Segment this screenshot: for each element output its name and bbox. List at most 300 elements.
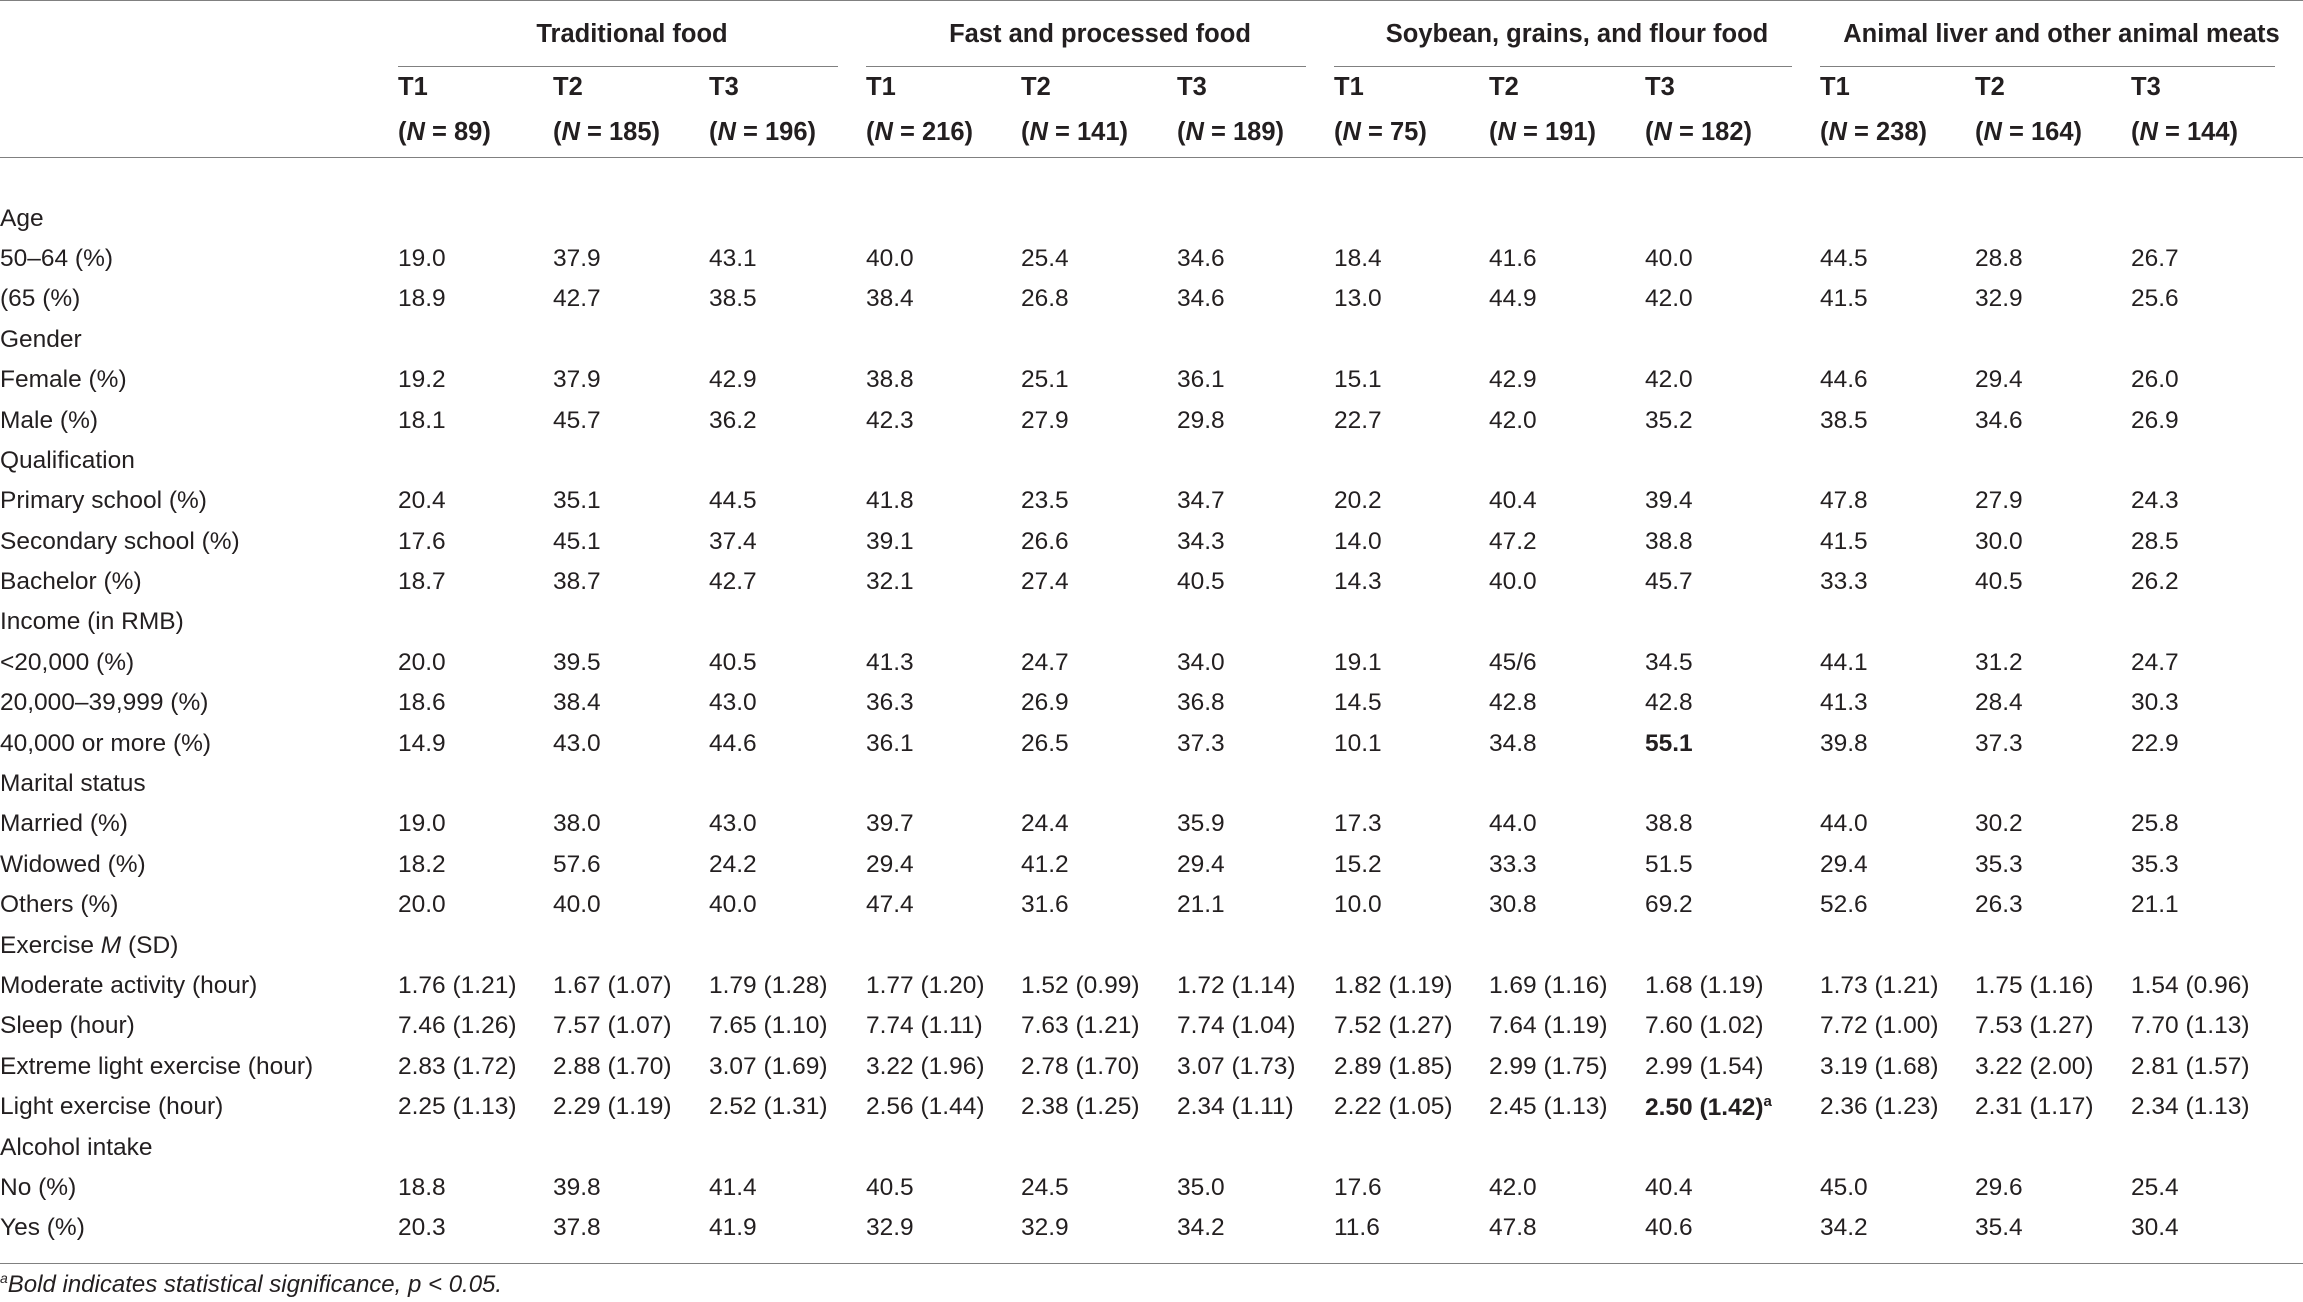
cell-value: 34.7 [1177, 487, 1225, 515]
cell-value: 25.8 [2131, 810, 2179, 838]
cell-value: 2.34 (1.11) [1177, 1093, 1294, 1121]
table-cell [2131, 1168, 2303, 1208]
table-cell [1645, 279, 1820, 319]
row-label: Sleep (hour) [0, 1012, 135, 1040]
table-cell [398, 1047, 553, 1087]
n-close: ) [1119, 117, 1129, 146]
n-value: 238 [1875, 117, 1919, 146]
table-cell [1489, 683, 1645, 723]
corner-cell [0, 1, 398, 67]
table-cell [866, 239, 1021, 279]
cell-value: 26.3 [1975, 891, 2023, 919]
category-row [0, 925, 2303, 965]
table-cell [1489, 1208, 1645, 1248]
cell-value: 10.0 [1334, 891, 1382, 919]
n-value: 196 [764, 117, 808, 146]
cell-value: 11.6 [1334, 1214, 1380, 1242]
cell-value: 1.79 (1.28) [709, 972, 828, 999]
table-cell [1177, 643, 1334, 683]
cell-value: 2.31 (1.17) [1975, 1093, 2094, 1121]
table-cell [1334, 804, 1489, 844]
table-cell [398, 683, 553, 723]
cell-value: 7.52 (1.27) [1334, 1012, 1453, 1040]
n-symbol: N [1497, 117, 1516, 146]
table-cell [553, 804, 709, 844]
table-cell [398, 1127, 553, 1167]
n-close: ) [807, 117, 817, 146]
cell-value: 41.3 [1820, 689, 1868, 717]
table-cell [1334, 643, 1489, 683]
table-cell [1334, 966, 1489, 1006]
table-cell [2131, 360, 2303, 400]
table-cell [553, 441, 709, 481]
cell-value: 18.8 [398, 1173, 446, 1201]
table-cell [1645, 562, 1820, 602]
category-row [0, 764, 2303, 804]
cell-value: 69.2 [1645, 891, 1693, 919]
table-cell [1177, 845, 1334, 885]
cell-value: 42.0 [1645, 285, 1693, 313]
table-cell [866, 562, 1021, 602]
table-cell [1489, 723, 1645, 763]
category-label: Gender [0, 325, 82, 353]
cell-value: 30.2 [1975, 810, 2023, 838]
table-cell [1820, 1006, 1975, 1046]
sample-size [1177, 107, 1334, 158]
cell-value: 1.76 (1.21) [398, 972, 517, 999]
n-open: ( [1489, 117, 1498, 146]
group-header [866, 1, 1334, 67]
cell-value: 24.7 [1021, 648, 1069, 676]
tertile-name: T3 [709, 72, 739, 101]
table-cell [1820, 845, 1975, 885]
cell-value: 41.6 [1489, 244, 1537, 272]
cell-value: 41.3 [866, 648, 914, 676]
table-cell [1975, 360, 2131, 400]
table-cell [1334, 764, 1489, 804]
cell-value: 34.6 [1177, 244, 1225, 272]
cell-value: 40.4 [1489, 487, 1537, 515]
cell-value: 18.1 [398, 406, 446, 434]
table-cell [553, 360, 709, 400]
cell-value: 38.7 [553, 568, 601, 596]
cell-value: 2.56 (1.44) [866, 1093, 985, 1121]
cell-value: 40.5 [1975, 568, 2023, 596]
table-cell [866, 481, 1021, 521]
table-cell [1334, 239, 1489, 279]
n-symbol: N [1185, 117, 1204, 146]
table-cell [1021, 1087, 1177, 1127]
table-cell [1334, 602, 1489, 642]
table-cell [553, 320, 709, 360]
table-cell [1021, 1168, 1177, 1208]
table-cell [398, 723, 553, 763]
table-cell [1334, 481, 1489, 521]
cell-value: 40.0 [553, 891, 601, 919]
cell-value: 7.72 (1.00) [1820, 1012, 1939, 1040]
table-cell [1975, 320, 2131, 360]
cell-value: 45.1 [553, 527, 601, 555]
cell-value: 14.3 [1334, 568, 1382, 596]
table-cell [1021, 925, 1177, 965]
table-cell [1021, 723, 1177, 763]
group-title: Animal liver and other animal meats [1843, 19, 2280, 48]
sample-size [1489, 107, 1645, 158]
cell-value: 40.0 [866, 244, 914, 272]
table-cell [1645, 481, 1820, 521]
table-cell [398, 925, 553, 965]
table-cell [2131, 1208, 2303, 1248]
table-cell [1975, 198, 2131, 238]
table-cell [1021, 1127, 1177, 1167]
n-open: ( [1177, 117, 1186, 146]
label-part: Exercise [0, 931, 101, 959]
cell-value: 7.74 (1.04) [1177, 1012, 1296, 1040]
cell-value: 20.0 [398, 648, 446, 676]
table-cell [1820, 1087, 1975, 1127]
table-cell [1489, 966, 1645, 1006]
table-cell [553, 400, 709, 440]
cell-value: 34.0 [1177, 648, 1225, 676]
cell-value: 2.99 (1.54) [1645, 1052, 1764, 1080]
table-row [0, 1168, 2303, 1208]
table-cell [1334, 1208, 1489, 1248]
table-cell [1975, 481, 2131, 521]
table-cell [1820, 239, 1975, 279]
table-cell [1820, 522, 1975, 562]
cell-value: 40.0 [1645, 244, 1693, 272]
table-cell [866, 764, 1021, 804]
group-title: Traditional food [536, 19, 728, 48]
table-row [0, 885, 2303, 925]
cell-value: 37.3 [1975, 729, 2023, 757]
cell-value: 2.83 (1.72) [398, 1052, 517, 1080]
cell-value: 20.2 [1334, 487, 1382, 515]
row-label: Bachelor (%) [0, 568, 142, 596]
table-cell [1645, 885, 1820, 925]
table-cell [1820, 441, 1975, 481]
cell-value: 41.5 [1820, 285, 1868, 313]
row-label: Others (%) [0, 891, 119, 919]
table-cell [1177, 723, 1334, 763]
table-cell [1021, 239, 1177, 279]
cell-value: 20.3 [398, 1214, 446, 1242]
group-header [398, 1, 866, 67]
table-cell [1820, 804, 1975, 844]
tertile-name: T1 [398, 72, 428, 101]
table-cell [1177, 1006, 1334, 1046]
n-value: 144 [2186, 117, 2230, 146]
cell-value: 26.9 [2131, 406, 2179, 434]
table-cell [398, 522, 553, 562]
n-value: 191 [1544, 117, 1588, 146]
cell-value: 34.5 [1645, 648, 1693, 676]
cell-value: 27.9 [1021, 406, 1069, 434]
cell-value: 27.9 [1975, 487, 2023, 515]
n-close: ) [1418, 117, 1427, 146]
table-cell [2131, 320, 2303, 360]
cell-value: 43.0 [709, 689, 757, 717]
table-cell [1489, 925, 1645, 965]
table-cell [1021, 522, 1177, 562]
corner-cell [0, 67, 398, 107]
table-cell [709, 481, 866, 521]
footnote-ref: a [1763, 1092, 1772, 1110]
cell-value: 40.5 [866, 1173, 914, 1201]
table-cell [1021, 320, 1177, 360]
table-cell [1975, 845, 2131, 885]
table-cell [1820, 723, 1975, 763]
n-eq: = [1360, 117, 1390, 146]
table-cell [553, 845, 709, 885]
table-row [0, 400, 2303, 440]
cell-value: 26.9 [1021, 689, 1069, 717]
table-cell [2131, 441, 2303, 481]
cell-value: 19.0 [398, 244, 446, 272]
table-cell [1645, 1087, 1820, 1127]
table-cell [553, 522, 709, 562]
table-cell [1820, 1047, 1975, 1087]
table-cell [1820, 683, 1975, 723]
cell-value: 3.07 (1.73) [1177, 1052, 1296, 1080]
row-label: 40,000 or more (%) [0, 729, 212, 757]
table-cell [1975, 279, 2131, 319]
table-cell [709, 198, 866, 238]
cell-value: 22.7 [1334, 406, 1382, 434]
table-cell [1177, 1168, 1334, 1208]
n-close: ) [1587, 117, 1597, 146]
sample-size [553, 107, 709, 158]
cell-value: 18.7 [398, 568, 446, 596]
table-cell [709, 602, 866, 642]
footnote-text: Bold indicates statistical significance, p < 0.05. [7, 1271, 503, 1298]
n-symbol: N [2139, 117, 2158, 146]
table-cell [553, 239, 709, 279]
cell-value: 32.9 [866, 1214, 914, 1242]
table-cell [1489, 198, 1645, 238]
n-symbol: N [1653, 117, 1672, 146]
table-cell [866, 804, 1021, 844]
table-cell [553, 1047, 709, 1087]
table-cell [1975, 1006, 2131, 1046]
cell-value: 30.0 [1975, 527, 2023, 555]
cell-value: 1.52 (0.99) [1021, 972, 1140, 999]
cell-value: 1.75 (1.16) [1975, 972, 2094, 999]
table-cell [1489, 764, 1645, 804]
table-cell [866, 1087, 1021, 1127]
table-cell [1645, 441, 1820, 481]
table-cell [398, 198, 553, 238]
cell-value: 34.2 [1177, 1214, 1225, 1242]
n-value: 75 [1389, 117, 1419, 146]
table-cell [398, 279, 553, 319]
table-cell [866, 400, 1021, 440]
table-cell [709, 764, 866, 804]
table-cell [553, 562, 709, 602]
table-cell [1021, 804, 1177, 844]
tertile-label [1975, 67, 2131, 107]
cell-value: 3.22 (2.00) [1975, 1052, 2094, 1080]
tertile-label [1489, 67, 1645, 107]
category-label: Income (in RMB) [0, 608, 184, 636]
table-cell [1021, 481, 1177, 521]
table-cell [709, 400, 866, 440]
table-cell [2131, 239, 2303, 279]
cell-value: 42.0 [1645, 366, 1693, 394]
cell-value: 34.6 [1177, 285, 1225, 313]
cell-value: 2.50 (1.42) [1645, 1093, 1764, 1121]
cell-value: 38.4 [866, 285, 914, 313]
cell-value: 24.7 [2131, 648, 2179, 676]
sample-size [1334, 107, 1489, 158]
table-cell [866, 1127, 1021, 1167]
table-cell [398, 1208, 553, 1248]
cell-value: 24.5 [1021, 1173, 1069, 1201]
cell-value: 44.5 [1820, 244, 1868, 272]
table-cell [1975, 764, 2131, 804]
group-header [1334, 1, 1820, 67]
n-eq: = [1671, 117, 1701, 146]
table-cell [709, 1208, 866, 1248]
cell-value: 28.5 [2131, 527, 2179, 555]
table-cell [553, 1006, 709, 1046]
table-cell [1820, 360, 1975, 400]
n-open: ( [1975, 117, 1984, 146]
cell-value: 17.3 [1334, 810, 1382, 838]
table-cell [866, 198, 1021, 238]
cell-value: 36.2 [709, 406, 757, 434]
cell-value: 24.4 [1021, 810, 1069, 838]
table-cell [398, 1087, 553, 1127]
tertile-name: T3 [1645, 72, 1675, 101]
table-cell [553, 602, 709, 642]
cell-value: 26.6 [1021, 527, 1069, 555]
table-cell [1975, 441, 2131, 481]
table-cell [1177, 885, 1334, 925]
cell-value: 1.82 (1.19) [1334, 972, 1453, 999]
cell-value: 30.4 [2131, 1214, 2179, 1242]
table-cell [1021, 683, 1177, 723]
cell-value: 45.7 [1645, 568, 1693, 596]
cell-value: 1.72 (1.14) [1177, 972, 1296, 999]
table-cell [709, 441, 866, 481]
cell-value: 20.4 [398, 487, 446, 515]
n-symbol: N [406, 117, 425, 146]
table-cell [1489, 279, 1645, 319]
table-row [0, 1208, 2303, 1248]
label-part: M [100, 931, 122, 959]
tertile-label [553, 67, 709, 107]
table-row [0, 239, 2303, 279]
table-cell [2131, 562, 2303, 602]
n-symbol: N [717, 117, 736, 146]
cell-value: 28.4 [1975, 689, 2023, 717]
table-cell [1975, 400, 2131, 440]
table-cell [553, 1208, 709, 1248]
table-cell [398, 966, 553, 1006]
table-cell [709, 643, 866, 683]
cell-value: 25.1 [1021, 366, 1069, 394]
table-cell [1334, 1006, 1489, 1046]
table-cell [1334, 1047, 1489, 1087]
table-cell [1645, 1006, 1820, 1046]
table-cell [866, 441, 1021, 481]
table-cell [1177, 1208, 1334, 1248]
cell-value: 51.5 [1645, 850, 1693, 878]
cell-value: 7.63 (1.21) [1021, 1012, 1140, 1040]
cell-value: 26.2 [2131, 568, 2179, 596]
table-cell [1334, 683, 1489, 723]
n-close: ) [651, 117, 661, 146]
corner-cell [0, 107, 398, 158]
cell-value: 24.3 [2131, 487, 2179, 515]
table-cell [709, 360, 866, 400]
cell-value: 7.65 (1.10) [709, 1012, 828, 1040]
n-open: ( [1820, 117, 1829, 146]
table-row [0, 360, 2303, 400]
n-close: ) [1918, 117, 1928, 146]
table-cell [2131, 643, 2303, 683]
table-cell [709, 966, 866, 1006]
cell-value: 2.81 (1.57) [2131, 1052, 2250, 1080]
tertile-name: T1 [1820, 72, 1850, 101]
table-cell [709, 279, 866, 319]
cell-value: 38.8 [866, 366, 914, 394]
cell-value: 3.07 (1.69) [709, 1052, 828, 1080]
table-cell [1334, 1127, 1489, 1167]
table-cell [2131, 804, 2303, 844]
table-cell [1645, 522, 1820, 562]
table-cell [2131, 1047, 2303, 1087]
cell-value: 39.1 [866, 527, 914, 555]
table-cell [1177, 400, 1334, 440]
cell-value: 39.8 [553, 1173, 601, 1201]
n-open: ( [1334, 117, 1343, 146]
table-row [0, 1047, 2303, 1087]
table-cell [1334, 198, 1489, 238]
cell-value: 20.0 [398, 891, 446, 919]
n-value: 216 [921, 117, 965, 146]
table-cell [553, 723, 709, 763]
table-row [0, 481, 2303, 521]
cell-value: 1.68 (1.19) [1645, 972, 1764, 999]
cell-value: 2.52 (1.31) [709, 1093, 828, 1121]
cell-value: 37.4 [709, 527, 757, 555]
cell-value: 14.9 [398, 729, 446, 757]
n-close: ) [1743, 117, 1753, 146]
table-cell [1645, 360, 1820, 400]
table-cell [1820, 885, 1975, 925]
table-cell [398, 441, 553, 481]
table-cell [1334, 320, 1489, 360]
cell-value: 42.7 [553, 285, 601, 313]
table-cell [1489, 239, 1645, 279]
cell-value: 21.1 [2131, 891, 2179, 919]
cell-value: 2.88 (1.70) [553, 1052, 672, 1080]
sample-size [1820, 107, 1975, 158]
cell-value: 1.69 (1.16) [1489, 972, 1608, 999]
table-cell [1334, 1168, 1489, 1208]
cell-value: 3.19 (1.68) [1820, 1052, 1939, 1080]
table-cell [709, 562, 866, 602]
n-eq: = [2001, 117, 2031, 146]
table-cell [1645, 723, 1820, 763]
cell-value: 39.7 [866, 810, 914, 838]
cell-value: 32.1 [866, 568, 914, 596]
cell-value: 2.29 (1.19) [553, 1093, 672, 1121]
cell-value: 41.9 [709, 1214, 757, 1242]
table-cell [2131, 723, 2303, 763]
